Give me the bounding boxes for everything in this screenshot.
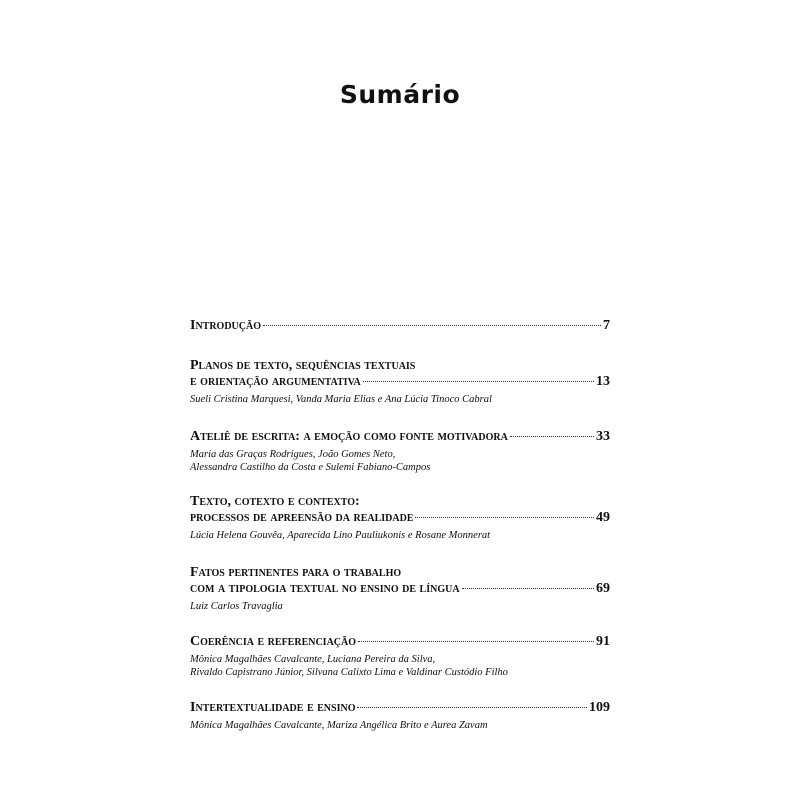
toc-entry-title: Planos de texto, sequências textuais — [190, 358, 416, 373]
toc-title-leader-line — [190, 581, 610, 597]
page-title: Sumário — [339, 80, 461, 109]
dot-leader — [510, 436, 594, 437]
toc-authors — [190, 529, 610, 542]
toc-title-leader-line — [190, 429, 610, 445]
author-line: Lúcia Helena Gouvêa, Aparecida Lino Pauliukonis e Rosane Monnerat — [190, 530, 491, 541]
dot-leader — [415, 517, 594, 518]
toc-entry-title: Intertextualidade e ensino — [190, 700, 356, 715]
toc-entry-texto-cotexto-contexto[interactable] — [190, 494, 610, 542]
toc-page-number: 33 — [596, 429, 610, 444]
author-line: Sueli Cristina Marquesi, Vanda Maria Elias e Ana Lúcia Tinoco Cabral — [190, 394, 492, 405]
toc-authors — [190, 653, 610, 679]
dot-leader — [462, 588, 594, 589]
toc-authors — [190, 448, 610, 474]
toc-title-leader-line — [190, 318, 610, 334]
toc-title-leader-line — [190, 374, 610, 390]
toc-title-leader-line — [190, 510, 610, 526]
toc-entry-title: Fatos pertinentes para o trabalho — [190, 565, 402, 580]
toc-authors — [190, 393, 610, 406]
toc-entry-title: Ateliê de escrita: a emoção como fonte motivadora — [190, 429, 508, 444]
toc-authors — [190, 600, 610, 613]
toc-page-number: 91 — [596, 634, 610, 649]
toc-title-leader-line — [190, 634, 610, 650]
toc-entry-title: Texto, cotexto e contexto: — [190, 494, 360, 509]
toc-authors — [190, 719, 610, 732]
toc-entry-title-cont: com a tipologia textual no ensino de língua — [190, 581, 460, 596]
toc-entry-planos-de-texto[interactable] — [190, 358, 610, 406]
toc-entry-title: Introdução — [190, 318, 262, 333]
author-line: Luiz Carlos Travaglia — [190, 601, 283, 612]
toc-entry-intertextualidade[interactable] — [190, 700, 610, 732]
toc-title-leader-line — [190, 700, 610, 716]
toc-entry-title: Coerência e referenciação — [190, 634, 357, 649]
toc-page-number: 109 — [589, 700, 610, 715]
dot-leader — [263, 325, 601, 326]
toc-entry-title-cont: processos de apreensão da realidade — [190, 510, 414, 525]
author-line: Rivaldo Capistrano Júnior, Silvana Calixto Lima e Valdinar Custódio Filho — [190, 667, 508, 678]
author-line: Mônica Magalhães Cavalcante, Luciana Pereira da Silva, — [190, 654, 436, 665]
toc-page-number: 13 — [596, 374, 610, 389]
dot-leader — [357, 707, 587, 708]
toc-page-number: 49 — [596, 510, 610, 525]
toc-entry-introducao[interactable] — [190, 318, 610, 334]
toc-entry-title-cont: e orientação argumentativa — [190, 374, 361, 389]
toc-entry-coerencia-referenciacao[interactable] — [190, 634, 610, 679]
author-line: Mônica Magalhães Cavalcante, Mariza Angélica Brito e Aurea Zavam — [190, 720, 488, 731]
dot-leader — [363, 381, 594, 382]
dot-leader — [358, 641, 594, 642]
toc-page-number: 7 — [603, 318, 610, 333]
toc-entry-atelie-de-escrita[interactable] — [190, 429, 610, 474]
author-line: Maria das Graças Rodrigues, João Gomes Neto, — [190, 449, 396, 460]
toc-page-number: 69 — [596, 581, 610, 596]
toc-entry-fatos-pertinentes[interactable] — [190, 565, 610, 613]
author-line: Alessandra Castilho da Costa e Sulemi Fabiano-Campos — [190, 462, 431, 473]
